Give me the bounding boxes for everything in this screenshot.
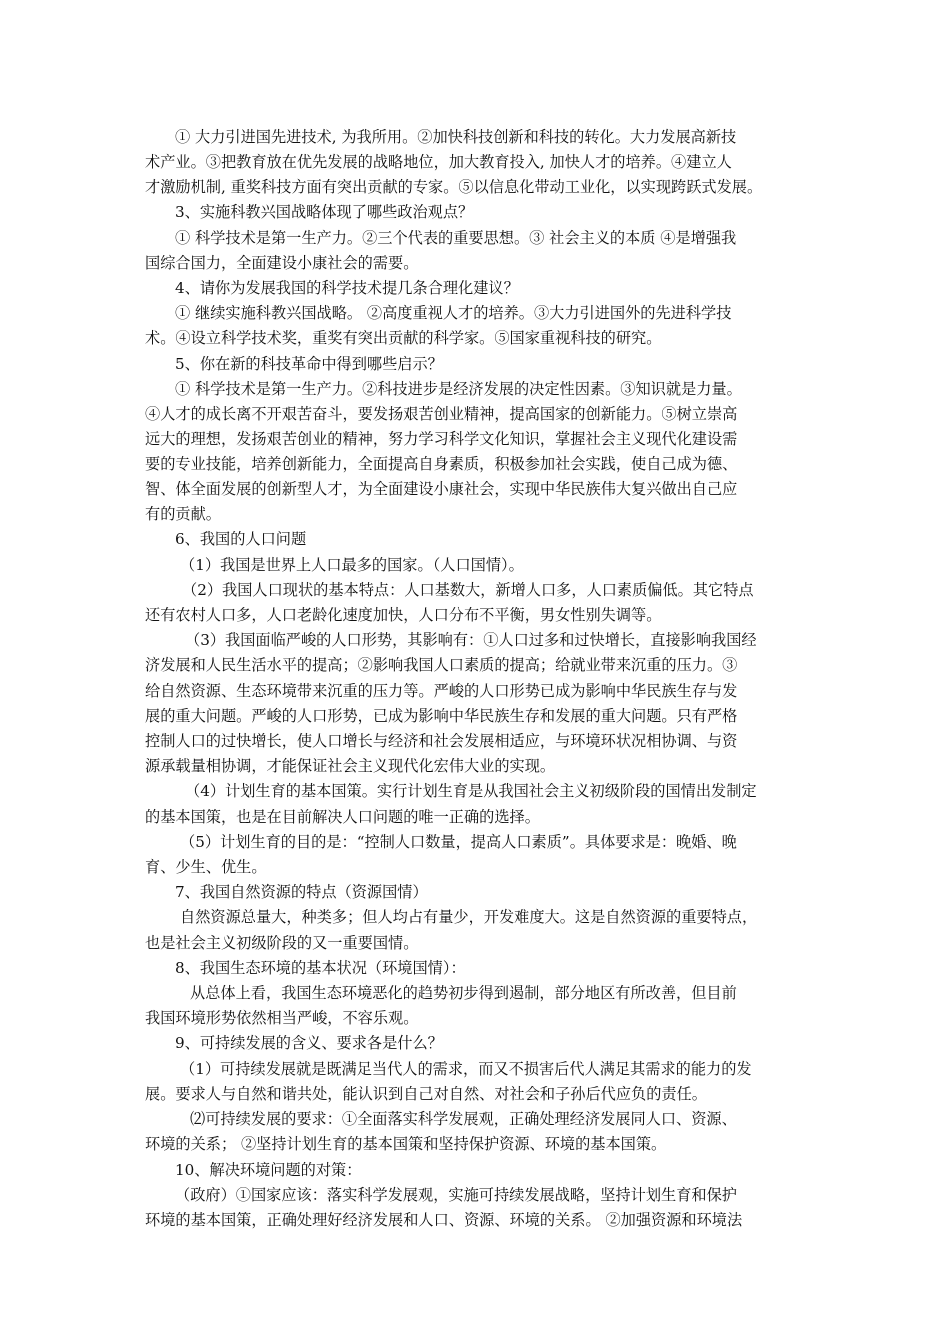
text-line: 才激励机制, 重奖科技方面有突出贡献的专家。⑤以信息化带动工业化，以实现跨跃式发展。	[145, 178, 763, 196]
text-line: 济发展和人民生活水平的提高；②影响我国人口素质的提高；给就业带来沉重的压力。③	[145, 656, 738, 674]
text-line: 展。要求人与自然和谐共处，能认识到自己对自然、对社会和子孙后代应负的责任。	[145, 1085, 707, 1103]
text-line: ④人才的成长离不开艰苦奋斗，要发扬艰苦创业精神，提高国家的创新能力。⑤树立崇高	[145, 405, 738, 423]
text-line: 也是社会主义初级阶段的又一重要国情。	[145, 934, 419, 952]
text-line: 我国环境形势依然相当严峻，不容乐观。	[145, 1009, 419, 1027]
text-line: 6、我国的人口问题	[175, 530, 307, 548]
text-line: 育、少生、优生。	[145, 858, 267, 876]
text-line: ① 大力引进国先进技术, 为我所用。②加快科技创新和科技的转化。大力发展高新技	[175, 128, 737, 146]
text-line: 自然资源总量大，种类多；但人均占有量少，开发难度大。这是自然资源的重要特点，	[180, 908, 758, 926]
text-line: （政府）①国家应该：落实科学发展观，实施可持续发展战略，坚持计划生育和保护	[175, 1186, 737, 1204]
text-line: 5、你在新的科技革命中得到哪些启示？	[175, 355, 443, 373]
text-line: ① 继续实施科教兴国战略。 ②高度重视人才的培养。③大力引进国外的先进科学技	[175, 304, 732, 322]
text-line: 远大的理想，发扬艰苦创业的精神，努力学习科学文化知识，掌握社会主义现代化建设需	[145, 430, 738, 448]
text-line: 7、我国自然资源的特点（资源国情）	[175, 883, 428, 901]
text-line: 国综合国力，全面建设小康社会的需要。	[145, 254, 419, 272]
text-line: 4、请你为发展我国的科学技术提几条合理化建议？	[175, 279, 519, 297]
text-line: 3、实施科教兴国战略体现了哪些政治观点？	[175, 203, 474, 221]
text-line: 术产业。③把教育放在优先发展的战略地位，加大教育投入, 加快人才的培养。④建立人	[145, 153, 732, 171]
text-line: 源承载量相协调，才能保证社会主义现代化宏伟大业的实现。	[145, 757, 556, 775]
text-line: 10、解决环境问题的对策：	[175, 1161, 362, 1179]
text-line: 环境的基本国策，正确处理好经济发展和人口、资源、环境的关系。 ②加强资源和环境法	[145, 1211, 743, 1229]
text-line: 8、我国生态环境的基本状况（环境国情）：	[175, 959, 466, 977]
text-line: （4）计划生育的基本国策。实行计划生育是从我国社会主义初级阶段的国情出发制定	[185, 782, 757, 800]
text-line: 控制人口的过快增长，使人口增长与经济和社会发展相适应，与环境环状况相协调、与资	[145, 732, 738, 750]
text-line: ① 科学技术是第一生产力。②科技进步是经济发展的决定性因素。③知识就是力量。	[175, 380, 742, 398]
text-line: 智、体全面发展的创新型人才，为全面建设小康社会，实现中华民族伟大复兴做出自己应	[145, 480, 738, 498]
text-line: 的基本国策，也是在目前解决人口问题的唯一正确的选择。	[145, 808, 540, 826]
text-line: （1）可持续发展就是既满足当代人的需求，而又不损害后代人满足其需求的能力的发	[180, 1060, 752, 1078]
text-line: 术。④设立科学技术奖，重奖有突出贡献的科学家。⑤国家重视科技的研究。	[145, 329, 662, 347]
text-line: （1）我国是世界上人口最多的国家。（人口国情）。	[180, 556, 524, 574]
text-line: 有的贡献。	[145, 505, 221, 523]
text-line: ⑵可持续发展的要求：①全面落实科学发展观，正确处理经济发展同人口、资源、	[190, 1110, 737, 1128]
text-line: 给自然资源、生态环境带来沉重的压力等。严峻的人口形势已成为影响中华民族生存与发	[145, 682, 738, 700]
text-line: 从总体上看，我国生态环境恶化的趋势初步得到遏制，部分地区有所改善，但目前	[190, 984, 737, 1002]
text-line: 要的专业技能，培养创新能力，全面提高自身素质，积极参加社会实践，使自己成为德、	[145, 455, 738, 473]
text-line: （5）计划生育的目的是：“控制人口数量，提高人口素质”。具体要求是：晚婚、晚	[180, 833, 737, 851]
text-line: （3）我国面临严峻的人口形势，其影响有：①人口过多和过快增长，直接影响我国经	[185, 631, 757, 649]
text-line: （2）我国人口现状的基本特点：人口基数大，新增人口多，人口素质偏低。其它特点	[182, 581, 754, 599]
text-line: 环境的关系； ②坚持计划生育的基本国策和坚持保护资源、环境的基本国策。	[145, 1135, 667, 1153]
text-line: 展的重大问题。严峻的人口形势，已成为影响中华民族生存和发展的重大问题。只有严格	[145, 707, 738, 725]
text-line: 还有农村人口多，人口老龄化速度加快，人口分布不平衡，男女性别失调等。	[145, 606, 662, 624]
text-line: 9、可持续发展的含义、要求各是什么？	[175, 1034, 443, 1052]
text-line: ① 科学技术是第一生产力。②三个代表的重要思想。③ 社会主义的本质 ④是增强我	[175, 229, 737, 247]
